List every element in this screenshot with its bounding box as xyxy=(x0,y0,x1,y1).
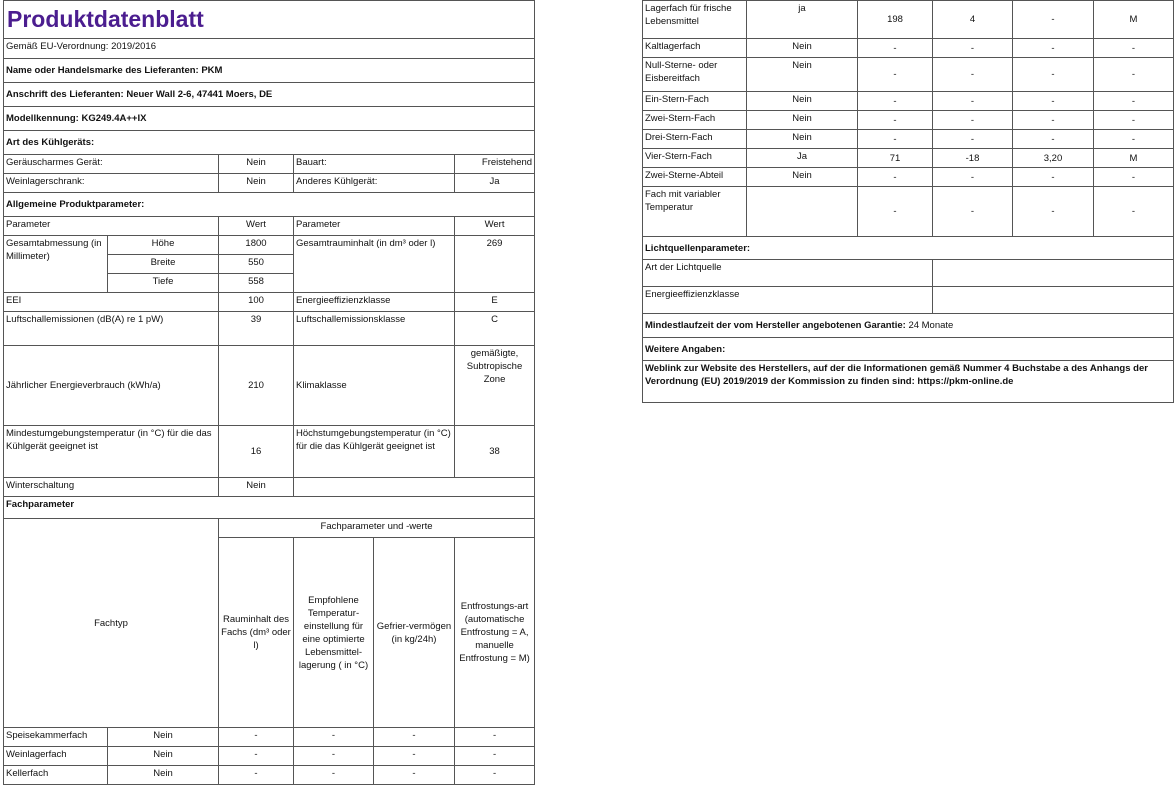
compartment-group-header: Fachparameter und -werte xyxy=(219,519,535,538)
compartment-value: - xyxy=(858,111,933,130)
compartment-value: - xyxy=(858,187,933,237)
compartment-name: Fach mit variabler Temperatur xyxy=(643,187,747,237)
compartment-value: - xyxy=(1013,1,1094,39)
compartment-value: - xyxy=(858,92,933,111)
height-value: 1800 xyxy=(219,236,294,255)
table-row xyxy=(643,39,1174,58)
min-temp-label: Mindestumgebungstemperatur (in °C) für die das Kühlgerät geeignet ist xyxy=(4,426,219,478)
compartment-value: - xyxy=(219,728,294,747)
table-row xyxy=(643,168,1174,187)
table-row xyxy=(643,187,1174,237)
height-label: Höhe xyxy=(108,236,219,255)
col-header-defrost: Entfrostungs-art (automatische Entfrostung = A, manuelle Entfrostung = M) xyxy=(455,538,535,728)
compartment-present: Nein xyxy=(108,747,219,766)
compartment-value: M xyxy=(1094,1,1174,39)
manufacturer-weblink: Weblink zur Website des Herstellers, auf der die Informationen gemäß Nummer 4 Buchstabe a des Anhangs der Verordnung (EU) 2019/2019 der Kommission zu finden sind: https://pkm-online.de xyxy=(643,361,1174,403)
compartment-value: - xyxy=(858,58,933,92)
noise-label: Luftschallemissionen (dB(A) re 1 pW) xyxy=(4,312,219,346)
compartment-value: - xyxy=(374,728,455,747)
width-value: 550 xyxy=(219,255,294,274)
dimensions-label: Gesamtabmessung (in Millimeter) xyxy=(4,236,108,293)
compartment-value: - xyxy=(1094,92,1174,111)
eei-value: 100 xyxy=(219,293,294,312)
table-header-row xyxy=(4,217,535,236)
compartment-value: -18 xyxy=(933,149,1013,168)
row-value: Nein xyxy=(219,174,294,193)
row-label: Anderes Kühlgerät: xyxy=(294,174,455,193)
light-class-label: Energieeffizienzklasse xyxy=(643,287,933,314)
row-label: Geräuscharmes Gerät: xyxy=(4,155,219,174)
row-label: Weinlagerschrank: xyxy=(4,174,219,193)
compartment-present: Nein xyxy=(108,766,219,785)
compartment-value: - xyxy=(858,130,933,149)
compartment-name: Lagerfach für frische Lebensmittel xyxy=(643,1,747,39)
table-row xyxy=(4,747,535,766)
compartment-value: - xyxy=(1013,58,1094,92)
product-sheet-right xyxy=(642,0,1173,403)
compartment-value: - xyxy=(1013,187,1094,237)
type-heading: Art des Kühlgeräts: xyxy=(4,131,535,155)
warranty-row xyxy=(643,314,1174,338)
compartment-value: - xyxy=(1094,58,1174,92)
col-header-parameter: Parameter xyxy=(294,217,455,236)
noise-class-value: C xyxy=(455,312,535,346)
compartment-name: Null-Sterne- oder Eisbereitfach xyxy=(643,58,747,92)
row-value: Freistehend xyxy=(455,155,535,174)
climate-class-label: Klimaklasse xyxy=(294,346,455,426)
col-header-temperature: Empfohlene Temperatur-einstellung für eine optimierte Lebensmittel-lagerung ( in °C) xyxy=(294,538,374,728)
compartment-value: - xyxy=(1094,111,1174,130)
compartment-value: - xyxy=(1094,39,1174,58)
row-label: Bauart: xyxy=(294,155,455,174)
title-cell xyxy=(4,1,535,39)
compartment-name: Drei-Stern-Fach xyxy=(643,130,747,149)
table-row xyxy=(643,287,1174,314)
compartment-value: - xyxy=(294,728,374,747)
compartment-value: - xyxy=(1013,168,1094,187)
compartment-value: - xyxy=(933,58,1013,92)
compartment-value: - xyxy=(933,130,1013,149)
col-header-fachtyp: Fachtyp xyxy=(4,519,219,728)
winter-label: Winterschaltung xyxy=(4,478,219,497)
row-value: Nein xyxy=(219,155,294,174)
table-row xyxy=(643,260,1174,287)
volume-value: 269 xyxy=(455,236,535,293)
sheet-table-right xyxy=(642,0,1174,403)
col-header-value: Wert xyxy=(455,217,535,236)
compartment-value: - xyxy=(374,747,455,766)
compartment-value: - xyxy=(1094,130,1174,149)
sheet-table-left xyxy=(3,0,535,785)
noise-class-label: Luftschallemissionsklasse xyxy=(294,312,455,346)
compartment-name: Zwei-Stern-Fach xyxy=(643,111,747,130)
compartment-name: Speisekammerfach xyxy=(4,728,108,747)
table-row xyxy=(4,426,535,478)
compartment-name: Weinlagerfach xyxy=(4,747,108,766)
table-row xyxy=(643,92,1174,111)
light-heading: Lichtquellenparameter: xyxy=(643,237,1174,260)
compartment-present: ja xyxy=(747,1,858,39)
width-label: Breite xyxy=(108,255,219,274)
compartment-value: - xyxy=(455,728,535,747)
col-header-volume: Rauminhalt des Fachs (dm³ oder l) xyxy=(219,538,294,728)
compartment-value: - xyxy=(1094,168,1174,187)
table-row xyxy=(643,130,1174,149)
col-header-parameter: Parameter xyxy=(4,217,219,236)
energy-class-value: E xyxy=(455,293,535,312)
compartment-name: Kaltlagerfach xyxy=(643,39,747,58)
compartment-value: - xyxy=(933,111,1013,130)
light-type-label: Art der Lichtquelle xyxy=(643,260,933,287)
compartment-present: Nein xyxy=(747,130,858,149)
compartment-value: - xyxy=(1013,92,1094,111)
compartment-value: 198 xyxy=(858,1,933,39)
compartment-value: - xyxy=(858,39,933,58)
compartment-value: 3,20 xyxy=(1013,149,1094,168)
supplier-address: Anschrift des Lieferanten: Neuer Wall 2-6, 47441 Moers, DE xyxy=(4,83,535,107)
col-header-freezing: Gefrier-vermögen (in kg/24h) xyxy=(374,538,455,728)
energy-consumption-label: Jährlicher Energieverbrauch (kWh/a) xyxy=(4,346,219,426)
compartment-value: - xyxy=(219,747,294,766)
compartment-value: - xyxy=(933,168,1013,187)
light-type-value xyxy=(933,260,1174,287)
compartment-value: - xyxy=(1013,111,1094,130)
compartment-value: - xyxy=(219,766,294,785)
table-row xyxy=(4,293,535,312)
noise-value: 39 xyxy=(219,312,294,346)
compartment-present: Ja xyxy=(747,149,858,168)
supplier-name: Name oder Handelsmarke des Lieferanten: PKM xyxy=(4,59,535,83)
table-row xyxy=(643,58,1174,92)
compartment-value: - xyxy=(858,168,933,187)
compartment-value: - xyxy=(455,747,535,766)
compartment-present: Nein xyxy=(747,168,858,187)
compartment-present: Nein xyxy=(747,111,858,130)
col-header-value: Wert xyxy=(219,217,294,236)
compartment-value: 4 xyxy=(933,1,1013,39)
compartment-name: Kellerfach xyxy=(4,766,108,785)
light-class-value xyxy=(933,287,1174,314)
winter-value: Nein xyxy=(219,478,294,497)
table-row xyxy=(4,728,535,747)
volume-label: Gesamtrauminhalt (in dm³ oder l) xyxy=(294,236,455,293)
compartment-name: Ein-Stern-Fach xyxy=(643,92,747,111)
warranty-label: Mindestlaufzeit der vom Hersteller angebotenen Garantie: xyxy=(645,320,906,331)
compartment-value: - xyxy=(294,766,374,785)
min-temp-value: 16 xyxy=(219,426,294,478)
compartment-value: M xyxy=(1094,149,1174,168)
more-info-heading: Weitere Angaben: xyxy=(643,338,1174,361)
compartment-name: Zwei-Sterne-Abteil xyxy=(643,168,747,187)
table-row xyxy=(643,111,1174,130)
table-row xyxy=(4,766,535,785)
empty-cell xyxy=(294,478,535,497)
table-row xyxy=(4,478,535,497)
energy-class-label: Energieeffizienzklasse xyxy=(294,293,455,312)
compartment-value: - xyxy=(933,92,1013,111)
compartment-value: - xyxy=(294,747,374,766)
regulation-text: Gemäß EU-Verordnung: 2019/2016 xyxy=(4,39,535,59)
compartment-value: - xyxy=(1094,187,1174,237)
warranty-value: 24 Monate xyxy=(908,320,954,331)
compartment-value: 71 xyxy=(858,149,933,168)
eei-label: EEI xyxy=(4,293,219,312)
table-row xyxy=(4,346,535,426)
row-value: Ja xyxy=(455,174,535,193)
table-row xyxy=(4,312,535,346)
table-row xyxy=(643,149,1174,168)
depth-value: 558 xyxy=(219,274,294,293)
table-row xyxy=(4,155,535,174)
compartment-present: Nein xyxy=(747,92,858,111)
climate-class-value: gemäßigte, Subtropische Zone xyxy=(455,346,535,426)
table-row xyxy=(4,174,535,193)
compartment-name: Vier-Stern-Fach xyxy=(643,149,747,168)
compartment-value: - xyxy=(1013,39,1094,58)
compartment-present xyxy=(747,187,858,237)
max-temp-value: 38 xyxy=(455,426,535,478)
compartment-present: Nein xyxy=(747,39,858,58)
compartment-value: - xyxy=(933,39,1013,58)
table-row xyxy=(643,1,1174,39)
compartment-value: - xyxy=(1013,130,1094,149)
compartment-value: - xyxy=(455,766,535,785)
depth-label: Tiefe xyxy=(108,274,219,293)
product-sheet-left xyxy=(3,0,534,785)
page-title: Produktdatenblatt xyxy=(7,6,204,32)
model-id: Modellkennung: KG249.4A++IX xyxy=(4,107,535,131)
energy-consumption-value: 210 xyxy=(219,346,294,426)
max-temp-label: Höchstumgebungstemperatur (in °C) für die das Kühlgerät geeignet ist xyxy=(294,426,455,478)
compartment-value: - xyxy=(374,766,455,785)
compartment-heading: Fachparameter xyxy=(4,497,535,519)
compartment-present: Nein xyxy=(747,58,858,92)
compartment-value: - xyxy=(933,187,1013,237)
compartment-present: Nein xyxy=(108,728,219,747)
table-row xyxy=(4,236,535,255)
general-heading: Allgemeine Produktparameter: xyxy=(4,193,535,217)
